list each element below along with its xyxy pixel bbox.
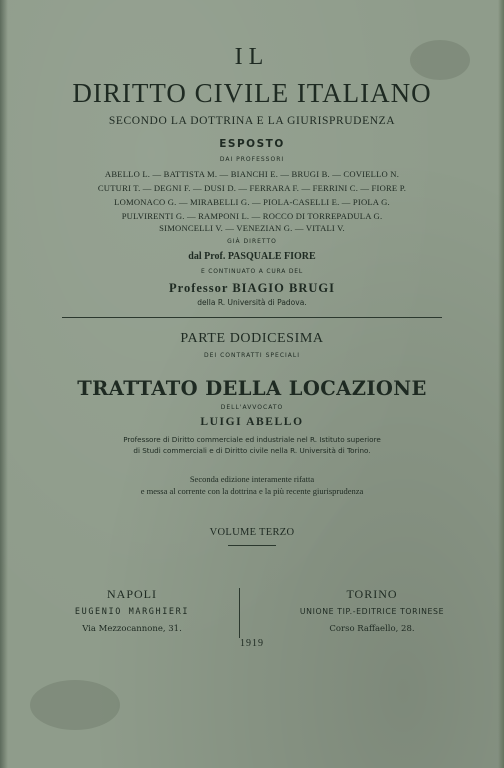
main-title: DIRITTO CIVILE ITALIANO: [72, 78, 432, 108]
title-article: IL: [234, 44, 270, 70]
imprint-city-torino: TORINO: [346, 587, 398, 601]
imprint-divider: [239, 588, 240, 638]
part-number: PARTE DODICESIMA: [180, 331, 324, 346]
professors-line: PULVIRENTI G. — RAMPONI L. — ROCCO DI TORREPADULA G.: [121, 211, 383, 221]
author-name: LUIGI ABELLO: [200, 416, 304, 428]
divider: [62, 317, 442, 318]
professors-line: LOMONACO G. — MIRABELLI G. — PIOLA-CASELLI E. — PIOLA G.: [114, 197, 390, 207]
esposto-label: ESPOSTO: [219, 138, 285, 150]
part-subject: DEI CONTRATTI SPECIALI: [203, 352, 300, 359]
gia-diretto-label: GIÀ DIRETTO: [227, 238, 277, 245]
imprint-address-left: Via Mezzocannone, 31.: [82, 624, 182, 634]
author-description: Professore di Diritto commerciale ed industriale nel R. Istituto superiore: [123, 435, 381, 444]
director-name: dal Prof. PASQUALE FIORE: [188, 251, 316, 262]
subtitle: SECONDO LA DOTTRINA E LA GIURISPRUDENZA: [108, 115, 396, 127]
imprint-publisher-left: EUGENIO MARGHIERI: [74, 607, 190, 617]
publication-year: 1919: [240, 638, 264, 649]
imprint-city-napoli: NAPOLI: [107, 587, 157, 601]
author-description: di Studi commerciali e di Diritto civile nella R. Università di Torino.: [133, 446, 371, 455]
edition-note: e messa al corrente con la dottrina e la più recente giurisprudenza: [140, 486, 364, 496]
professors-line: CUTURI T. — DEGNI F. — DUSI D. — FERRARA F. — FERRINI C. — FIORE P.: [97, 183, 407, 193]
short-divider: [228, 545, 276, 546]
editor-name: Professor BIAGIO BRUGI: [169, 281, 335, 295]
volume-number: VOLUME TERZO: [209, 527, 295, 538]
continuato-label: E CONTINUATO A CURA DEL: [200, 268, 304, 275]
edition-note: Seconda edizione interamente rifatta: [189, 474, 315, 484]
imprint-address-right: Corso Raffaello, 28.: [329, 624, 415, 634]
cover-stain: [30, 680, 120, 730]
imprint-publisher-right: UNIONE TIP.-EDITRICE TORINESE: [299, 607, 445, 616]
avvocato-label: DELL'AVVOCATO: [220, 404, 284, 411]
professors-line: SIMONCELLI V. — VENEZIAN G. — VITALI V.: [159, 223, 345, 233]
volume-title: TRATTATO DELLA LOCAZIONE: [77, 377, 427, 400]
professors-line: ABELLO L. — BATTISTA M. — BIANCHI E. — BRUGI B. — COVIELLO N.: [104, 169, 400, 179]
editor-affiliation: della R. Università di Padova.: [197, 298, 307, 307]
dai-professori-label: DAI PROFESSORI: [219, 156, 285, 163]
